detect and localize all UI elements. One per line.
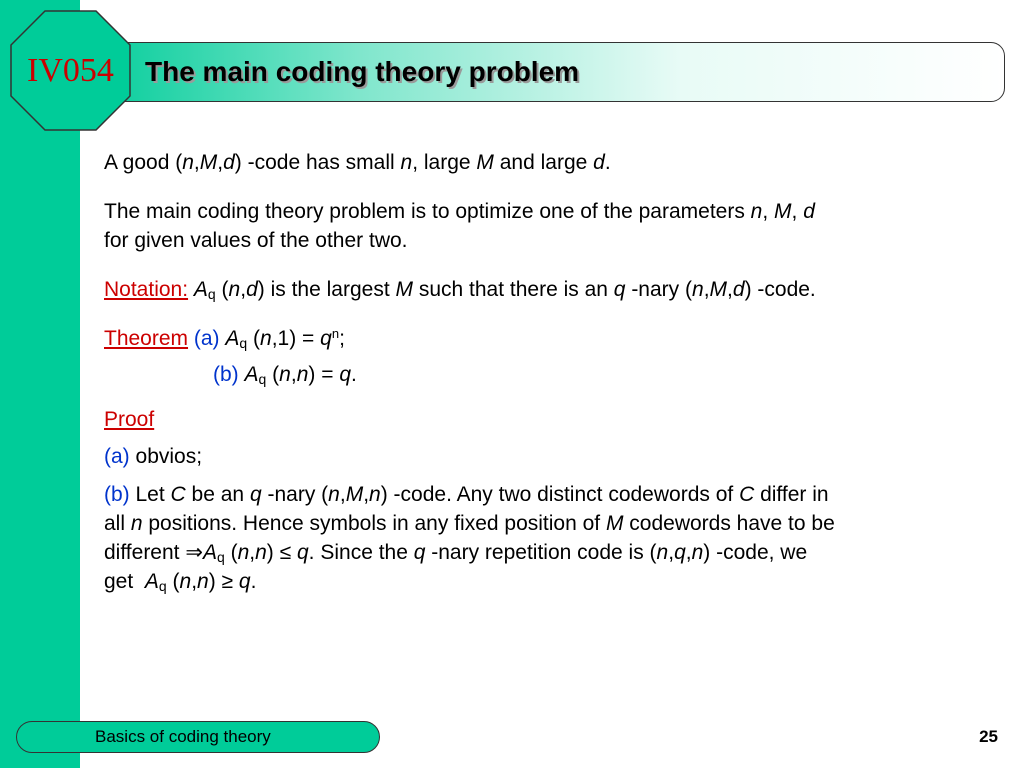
logo-text: IV054 xyxy=(27,52,114,89)
theorem-label: Theorem xyxy=(104,327,189,350)
paragraph-notation: Notation: $A_q$ (n,d) is the largest M such that there is an q -nary (n,M,d) -code. xyxy=(104,278,816,302)
proof-label: Proof xyxy=(104,408,155,431)
footer-text: Basics of coding theory xyxy=(95,727,271,746)
theorem-a-label: (a) xyxy=(193,327,220,350)
slide-title: The main coding theory problem xyxy=(145,56,580,87)
theorem-b-label: (b) xyxy=(213,363,239,386)
paragraph-theorem: Theorem (a) $A_q$ $(n,1) = q^n$; xyxy=(104,326,345,351)
proof-a xyxy=(104,442,1004,471)
proof-heading xyxy=(104,405,1004,434)
paragraph-main-problem: The main coding theory problem is to optimize one of the parameters n, M, d for given values of the other two. xyxy=(104,200,815,252)
notation-label: Notation: xyxy=(104,278,189,301)
proof-a-text: obvios; xyxy=(135,445,203,468)
proof-b: (b) Let C be an q -nary (n,M,n) -code. Any two distinct codewords of C differ in all n positions. Hence symbols in any fixed position of M codewords have to be different $\Rightarrow A_q$ (n,n) ≤ q. Since the q -nary repetition code is (n,q,n) -code, we get $A_q$ (n,n) ≥ q. xyxy=(104,483,835,594)
paragraph-theorem-b: (b) $A_q$ (n,n) = q. xyxy=(213,363,357,387)
paragraph-good-code: A good (n,M,d) -code has small n, large M and large d. xyxy=(104,151,611,174)
proof-a-label: (a) xyxy=(104,445,130,468)
proof-b-label: (b) xyxy=(104,483,130,506)
page-number: 25 xyxy=(979,727,998,746)
